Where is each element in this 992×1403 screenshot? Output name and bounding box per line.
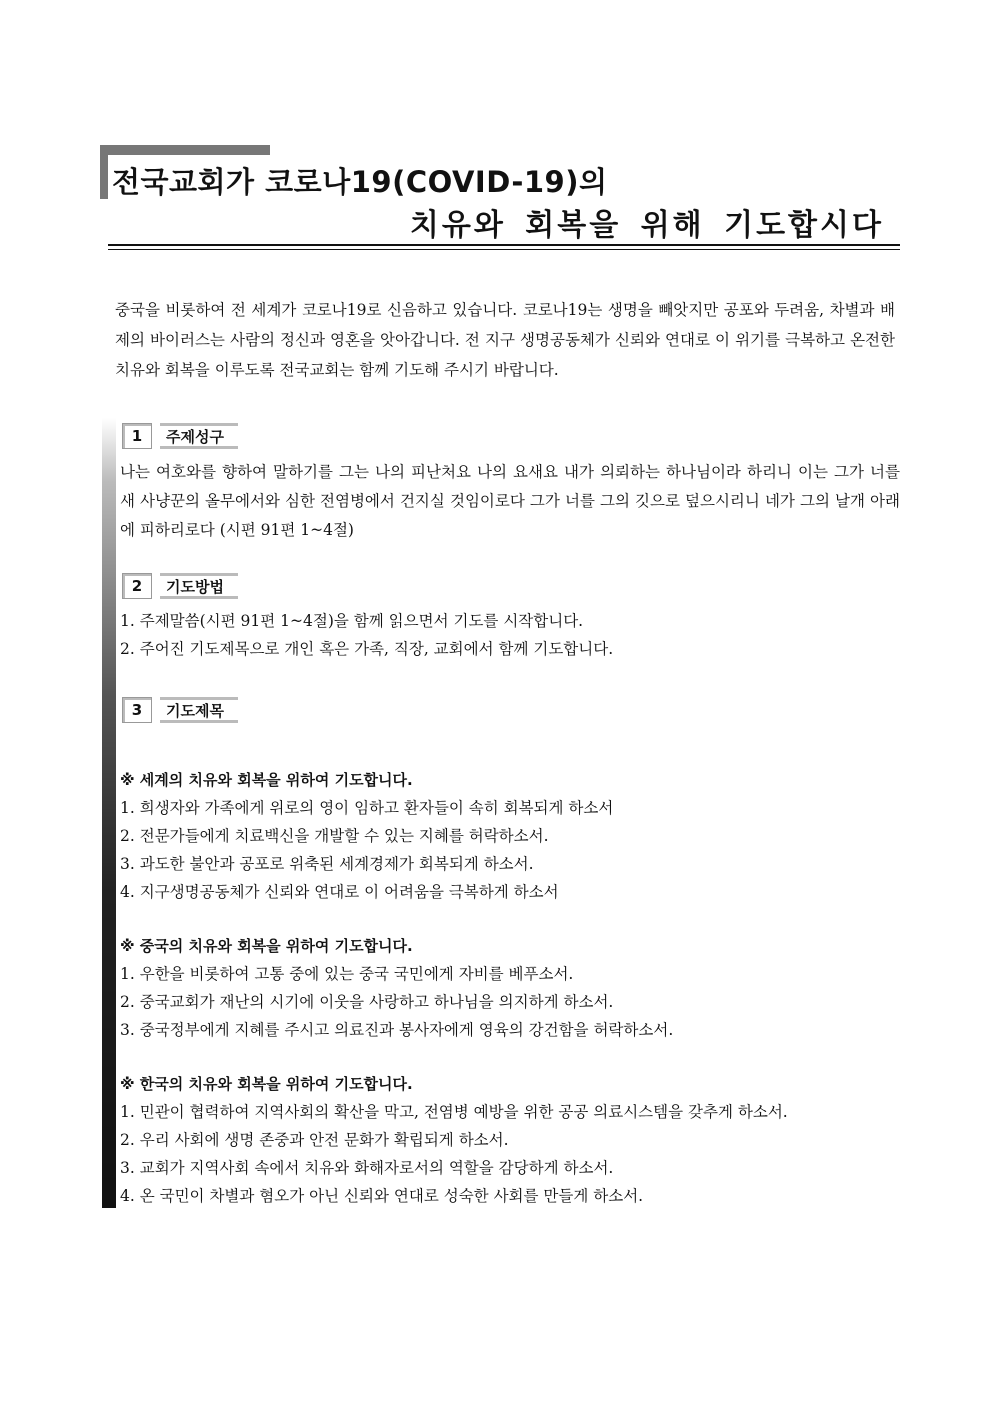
section-2-number: 2 <box>122 573 152 599</box>
group-heading: ※ 중국의 치유와 회복을 위하여 기도합니다. <box>120 937 413 955</box>
title-accent-bar <box>100 145 270 155</box>
list-item: 3. 과도한 불안과 공포로 위축된 세계경제가 회복되게 하소서. <box>120 855 534 873</box>
intro-paragraph: 중국을 비롯하여 전 세계가 코로나19로 신음하고 있습니다. 코로나19는 생명을 빼앗지만 공포와 두려움, 차별과 배제의 바이러스는 사람의 정신과 영혼을 앗아갑니다. 전 지구 생명공동체가 신뢰와 연대로 이 위기를 극복하고 온전한 치유와 회복을 이루도록 전국교회는 함께 기도해 주시기 바랍니다. <box>115 301 895 379</box>
list-item: 1. 희생자와 가족에게 위로의 영이 임하고 환자들이 속히 회복되게 하소서 <box>120 799 614 817</box>
list-item: 2. 전문가들에게 치료백신을 개발할 수 있는 지혜를 허락하소서. <box>120 827 549 845</box>
prayer-group-world <box>120 766 900 906</box>
list-item: 3. 중국정부에게 지혜를 주시고 의료진과 봉사자에게 영육의 강건함을 허락하소서. <box>120 1021 674 1039</box>
list-item: 1. 주제말씀(시편 91편 1~4절)을 함께 읽으면서 기도를 시작합니다. <box>120 612 584 630</box>
group-heading: ※ 한국의 치유와 회복을 위하여 기도합니다. <box>120 1075 413 1093</box>
prayer-method-list <box>120 607 900 663</box>
list-item: 2. 중국교회가 재난의 시기에 이웃을 사랑하고 하나님을 의지하게 하소서. <box>120 993 614 1011</box>
title-underline <box>108 244 900 246</box>
prayer-group-korea <box>120 1070 900 1210</box>
theme-verse <box>120 458 900 545</box>
list-item: 2. 우리 사회에 생명 존중과 안전 문화가 확립되게 하소서. <box>120 1131 509 1149</box>
section-1-number: 1 <box>122 423 152 449</box>
section-1-label: 주제성구 <box>160 423 238 449</box>
group-heading: ※ 세계의 치유와 회복을 위하여 기도합니다. <box>120 771 413 789</box>
section-2-label: 기도방법 <box>160 573 238 599</box>
list-item: 3. 교회가 지역사회 속에서 치유와 화해자로서의 역할을 감당하게 하소서. <box>120 1159 614 1177</box>
section-3-label: 기도제목 <box>160 697 238 723</box>
page-title-line2: 치유와 회복을 위해 기도합시다 <box>409 208 884 243</box>
theme-verse-text: 나는 여호와를 향하여 말하기를 그는 나의 피난처요 나의 요새요 내가 의뢰하는 하나님이라 하리니 이는 그가 너를 새 사냥꾼의 올무에서와 심한 전염병에서 건지실 것임이로다 그가 너를 그의 깃으로 덮으시리니 네가 그의 날개 아래에 피하리로다 (시편 91편 1~4절) <box>120 463 900 539</box>
section-1-header <box>122 423 238 449</box>
section-side-bar <box>102 418 116 1208</box>
list-item: 4. 온 국민이 차별과 혐오가 아닌 신뢰와 연대로 성숙한 사회를 만들게 하소서. <box>120 1187 644 1205</box>
page-title-line1: 전국교회가 코로나19(COVID-19)의 <box>112 165 608 199</box>
list-item: 1. 민관이 협력하여 지역사회의 확산을 막고, 전염병 예방을 위한 공공 의료시스템을 갖추게 하소서. <box>120 1103 788 1121</box>
prayer-group-china <box>120 932 900 1044</box>
list-item: 2. 주어진 기도제목으로 개인 혹은 가족, 직장, 교회에서 함께 기도합니다. <box>120 640 614 658</box>
title-underline-thin <box>108 249 900 250</box>
list-item: 1. 우한을 비롯하여 고통 중에 있는 중국 국민에게 자비를 베푸소서. <box>120 965 574 983</box>
list-item: 4. 지구생명공동체가 신뢰와 연대로 이 어려움을 극복하게 하소서 <box>120 883 559 901</box>
section-3-header <box>122 697 238 723</box>
section-2-header <box>122 573 238 599</box>
section-3-number: 3 <box>122 697 152 723</box>
title-accent-side <box>100 145 108 199</box>
